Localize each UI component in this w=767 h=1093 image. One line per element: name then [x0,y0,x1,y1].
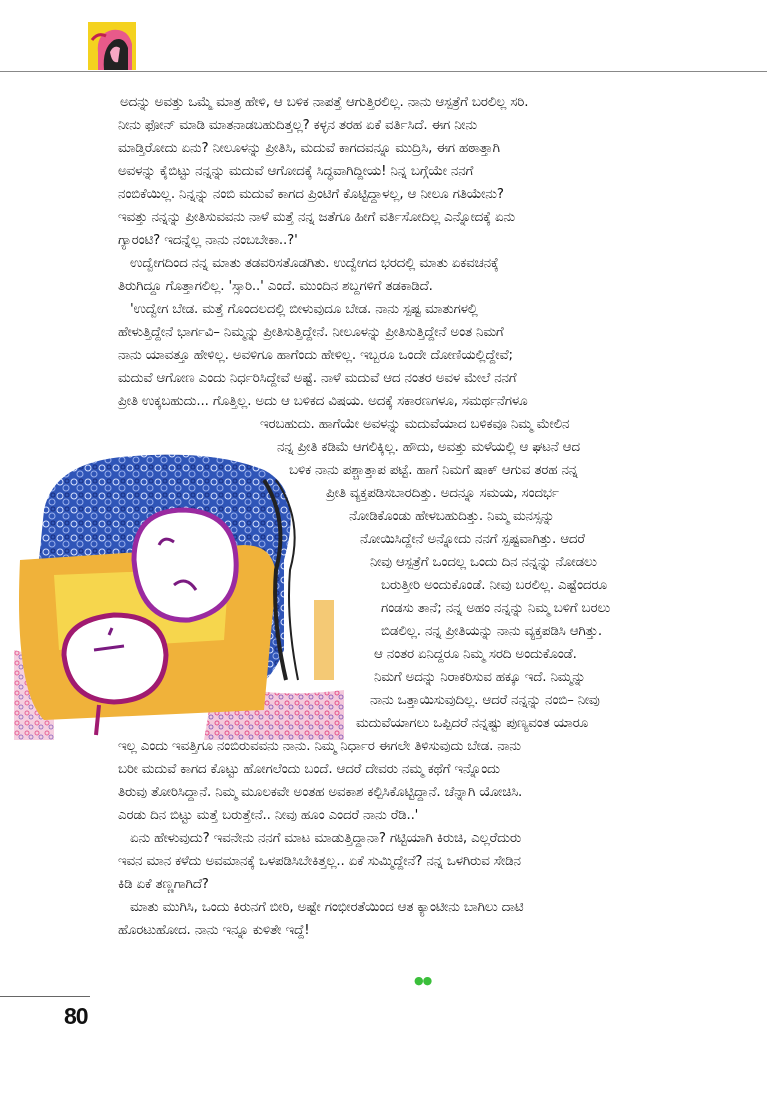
text-line: ಗಂಡಸು ತಾನೆ; ನನ್ನ ಅಹಂ ನನ್ನನ್ನು ನಿಮ್ಮ ಬಳಿಗೆ ಬರಲು [381,601,611,616]
text-line: ಇರಬಹುದು. ಹಾಗೆಯೇ ಅವಳನ್ನು ಮದುವೆಯಾದ ಬಳಿಕವೂ ನಿಮ್ಮ ಮೇಲಿನ [260,417,570,432]
text-line: ನನ್ನ ಪ್ರೀತಿ ಕಡಿಮೆ ಆಗಲಿಕ್ಕಿಲ್ಲ. ಹೌದು, ಅವತ್ತು ಮಳೆಯಲ್ಲಿ ಆ ಘಟನೆ ಆದ [277,440,580,455]
text-line: ಆ ನಂತರ ಏನಿದ್ದರೂ ನಿಮ್ಮ ಸರದಿ ಅಂದುಕೊಂಡೆ. [374,647,577,662]
text-line: ಅವಳನ್ನು ಕೈಬಿಟ್ಟು ನನ್ನನ್ನು ಮದುವೆ ಆಗೋದಕ್ಕೆ ಸಿದ್ಧವಾಗಿದ್ದೀಯ! ನಿನ್ನ ಬಗ್ಗೆಯೇ ನನಗೆ [118,164,474,179]
text-line: ಮದುವೆಯಾಗಲು ಒಪ್ಪಿದರೆ ನನ್ನಷ್ಟು ಪುಣ್ಯವಂತ ಯಾರೂ [356,716,589,731]
text-line: ಏನು ಹೇಳುವುದು? ಇವನೇನು ನನಗೆ ಮಾಟ ಮಾಡುತ್ತಿದ್ದಾನಾ? ಗಟ್ಟಿಯಾಗಿ ಕಿರುಚಿ, ಎಲ್ಲರೆದುರು [130,831,522,846]
text-line: ನೋಡಿಕೊಂಡು ಹೇಳಬಹುದಿತ್ತು. ನಿಮ್ಮ ಮನಸ್ಸನ್ನು [349,509,555,524]
text-line: ಇಲ್ಲ ಎಂದು ಇವತ್ತಿಗೂ ನಂಬಿರುವವನು ನಾನು. ನಿಮ್ಮ ನಿರ್ಧಾರ ಈಗಲೇ ತಿಳಿಸುವುದು ಬೇಡ. ನಾನು [118,739,521,754]
text-line: ನಾನು ಒತ್ತಾಯಿಸುವುದಿಲ್ಲ. ಆದರೆ ನನ್ನನ್ನು ನಂಬಿ– ನೀವು [370,693,600,708]
text-line: ನಂಬಿಕೆಯಿಲ್ಲ. ನಿನ್ನನ್ನು ನಂಬಿ ಮದುವೆ ಕಾಗದ ಪ್ರಿಂಟಿಗೆ ಕೊಟ್ಟಿದ್ದಾಳಲ್ಲ, ಆ ನೀಲೂ ಗತಿಯೇನು? [118,187,504,202]
text-line: ಅದನ್ನು ಅವತ್ತು ಒಮ್ಮೆ ಮಾತ್ರ ಹೇಳಿ, ಆ ಬಳಿಕ ನಾಪತ್ತೆ ಆಗುತ್ತಿರಲಿಲ್ಲ. ನಾನು ಆಸ್ಪತ್ರೆಗೆ ಬರಲಿಲ್ಲ ಸರಿ. [120,95,529,110]
text-line: ಬಿಡಲಿಲ್ಲ. ನನ್ನ ಪ್ರೀತಿಯನ್ನು ನಾನು ವ್ಯಕ್ತಪಡಿಸಿ ಆಗಿತ್ತು. [381,624,603,639]
text-line: ನಿಮಗೆ ಅದನ್ನು ನಿರಾಕರಿಸುವ ಹಕ್ಕೂ ಇದೆ. ನಿಮ್ಮನ್ನು [374,670,586,685]
text-line: ಪ್ರೀತಿ ವ್ಯಕ್ತಪಡಿಸಬಾರದಿತ್ತು. ಅದನ್ನೂ ಸಮಯ, ಸಂದರ್ಭ [326,486,559,501]
text-line: ಇವನ ಮಾನ ಕಳೆದು ಅವಮಾನಕ್ಕೆ ಒಳಪಡಿಸಿಬೇಕಿತ್ತಲ್ಲ.. ಏಕೆ ಸುಮ್ಮಿದ್ದೇನೆ? ನನ್ನ ಒಳಗಿರುವ ಸೇಡಿನ [118,854,521,869]
text-line: ಕಿಡಿ ಏಕೆ ತಣ್ಣಗಾಗಿದೆ? [118,877,209,892]
text-line: ಪ್ರೀತಿ ಉಕ್ಕಬಹುದು... ಗೊತ್ತಿಲ್ಲ. ಅದು ಆ ಬಳಿಕದ ವಿಷಯ. ಅದಕ್ಕೆ ಸಕಾರಣಗಳೂ, ಸಮರ್ಥನೆಗಳೂ [118,394,528,409]
header-rule [0,71,767,72]
text-line: ಹೊರಟುಹೋದ. ನಾನು ಇನ್ನೂ ಕುಳಿತೇ ಇದ್ದೆ! [118,923,310,938]
magazine-logo-icon [88,22,136,70]
text-line: ಬಳಿಕ ನಾನು ಪಶ್ಚಾತ್ತಾಪ ಪಟ್ಟೆ. ಹಾಗೆ ನಿಮಗೆ ಷಾಕ್ ಆಗುವ ತರಹ ನನ್ನ [289,463,578,478]
text-line: ಗ್ಯಾರಂಟಿ? ಇದನ್ನೆಲ್ಲ ನಾನು ನಂಬಬೇಕಾ..?' [118,233,298,248]
page-number: 80 [64,1003,88,1029]
text-line: ಮಾಡ್ತಿರೋದು ಏನು? ನೀಲೂಳನ್ನು ಪ್ರೀತಿಸಿ, ಮದುವೆ ಕಾಗದವನ್ನೂ ಮುದ್ರಿಸಿ, ಈಗ ಹಠಾತ್ತಾಗಿ [118,141,500,156]
text-line: ನೋಯಿಸಿದ್ದೇನೆ ಅನ್ನೋದು ನನಗೆ ಸ್ಪಷ್ಟವಾಗಿತ್ತು. ಆದರೆ [360,532,585,547]
text-line: ನೀವು ಆಸ್ಪತ್ರೆಗೆ ಒಂದಲ್ಲ ಒಂದು ದಿನ ನನ್ನನ್ನು ನೋಡಲು [370,555,597,570]
text-line: ನಾನು ಯಾವತ್ತೂ ಹೇಳಿಲ್ಲ. ಅವಳಿಗೂ ಹಾಗೆಂದು ಹೇಳಿಲ್ಲ. ಇಬ್ಬರೂ ಒಂದೇ ದೋಣಿಯಲ್ಲಿದ್ದೇವೆ; [118,348,513,363]
text-line: ಮಾತು ಮುಗಿಸಿ, ಒಂದು ಕಿರುನಗೆ ಬೀರಿ, ಅಷ್ಟೇ ಗಂಭೀರತೆಯಿಂದ ಆತ ಕ್ಯಾಂಟೀನು ಬಾಗಿಲು ದಾಟಿ [130,900,524,915]
illustration-faces-icon [14,450,374,740]
text-line: ಬರುತ್ತೀರಿ ಅಂದುಕೊಂಡೆ. ನೀವು ಬರಲಿಲ್ಲ. ಎಷ್ಟೆಂದರೂ [381,578,607,593]
text-line: ತಿರುವು ತೋರಿಸಿದ್ದಾನೆ. ನಿಮ್ಮ ಮೂಲಕವೇ ಅಂತಹ ಅವಕಾಶ ಕಲ್ಪಿಸಿಕೊಟ್ಟಿದ್ದಾನೆ. ಚೆನ್ನಾಗಿ ಯೋಚಿಸಿ. [118,785,523,800]
text-line: ತಿರುಗಿದ್ದೂ ಗೊತ್ತಾಗಲಿಲ್ಲ. 'ಸ್ಸಾರಿ..' ಎಂದೆ. ಮುಂದಿನ ಶಬ್ದಗಳಿಗೆ ತಡಕಾಡಿದೆ. [118,279,433,294]
end-mark: ●● [414,974,432,987]
text-line: ಎರಡು ದಿನ ಬಿಟ್ಟು ಮತ್ತೆ ಬರುತ್ತೇನೆ.. ನೀವು ಹೂಂ ಎಂದರೆ ನಾನು ರೆಡಿ..' [118,808,419,823]
text-line: ಉದ್ವೇಗದಿಂದ ನನ್ನ ಮಾತು ತಡವರಿಸತೊಡಗಿತು. ಉದ್ವೇಗದ ಭರದಲ್ಲಿ ಮಾತು ಏಕವಚನಕ್ಕೆ [130,256,499,271]
text-line: 'ಉದ್ವೇಗ ಬೇಡ. ಮತ್ತೆ ಗೊಂದಲದಲ್ಲಿ ಬೀಳುವುದೂ ಬೇಡ. ನಾನು ಸ್ಪಷ್ಟ ಮಾತುಗಳಲ್ಲಿ [130,302,478,317]
text-line: ಹೇಳುತ್ತಿದ್ದೇನೆ ಭಾರ್ಗವಿ– ನಿಮ್ಮನ್ನು ಪ್ರೀತಿಸುತ್ತಿದ್ದೇನೆ. ನೀಲೂಳನ್ನು ಪ್ರೀತಿಸುತ್ತಿದ್ದೇನೆ ಅಂತ ನಿಮಗೆ [118,325,504,340]
text-line: ನೀನು ಫೋನ್ ಮಾಡಿ ಮಾತನಾಡಬಹುದಿತ್ತಲ್ಲ? ಕಳ್ಳನ ತರಹ ಏಕೆ ವರ್ತಿಸಿದೆ. ಈಗ ನೀನು [118,118,477,133]
text-line: ಇವತ್ತು ನನ್ನನ್ನು ಪ್ರೀತಿಸುವವನು ನಾಳೆ ಮತ್ತೆ ನನ್ನ ಜತೆಗೂ ಹೀಗೆ ವರ್ತಿಸೋದಿಲ್ಲ ಎನ್ನೋದಕ್ಕೆ ಏನು [118,210,516,225]
footer-rule [0,996,90,997]
text-line: ಮದುವೆ ಆಗೋಣ ಎಂದು ನಿರ್ಧರಿಸಿದ್ದೇವೆ ಅಷ್ಟೆ. ನಾಳೆ ಮದುವೆ ಆದ ನಂತರ ಅವಳ ಮೇಲೆ ನನಗೆ [118,371,517,386]
text-line: ಬರೀ ಮದುವೆ ಕಾಗದ ಕೊಟ್ಟು ಹೋಗಲೆಂದು ಬಂದೆ. ಆದರೆ ದೇವರು ನಮ್ಮ ಕಥೆಗೆ ಇನ್ನೊಂದು [118,762,500,777]
